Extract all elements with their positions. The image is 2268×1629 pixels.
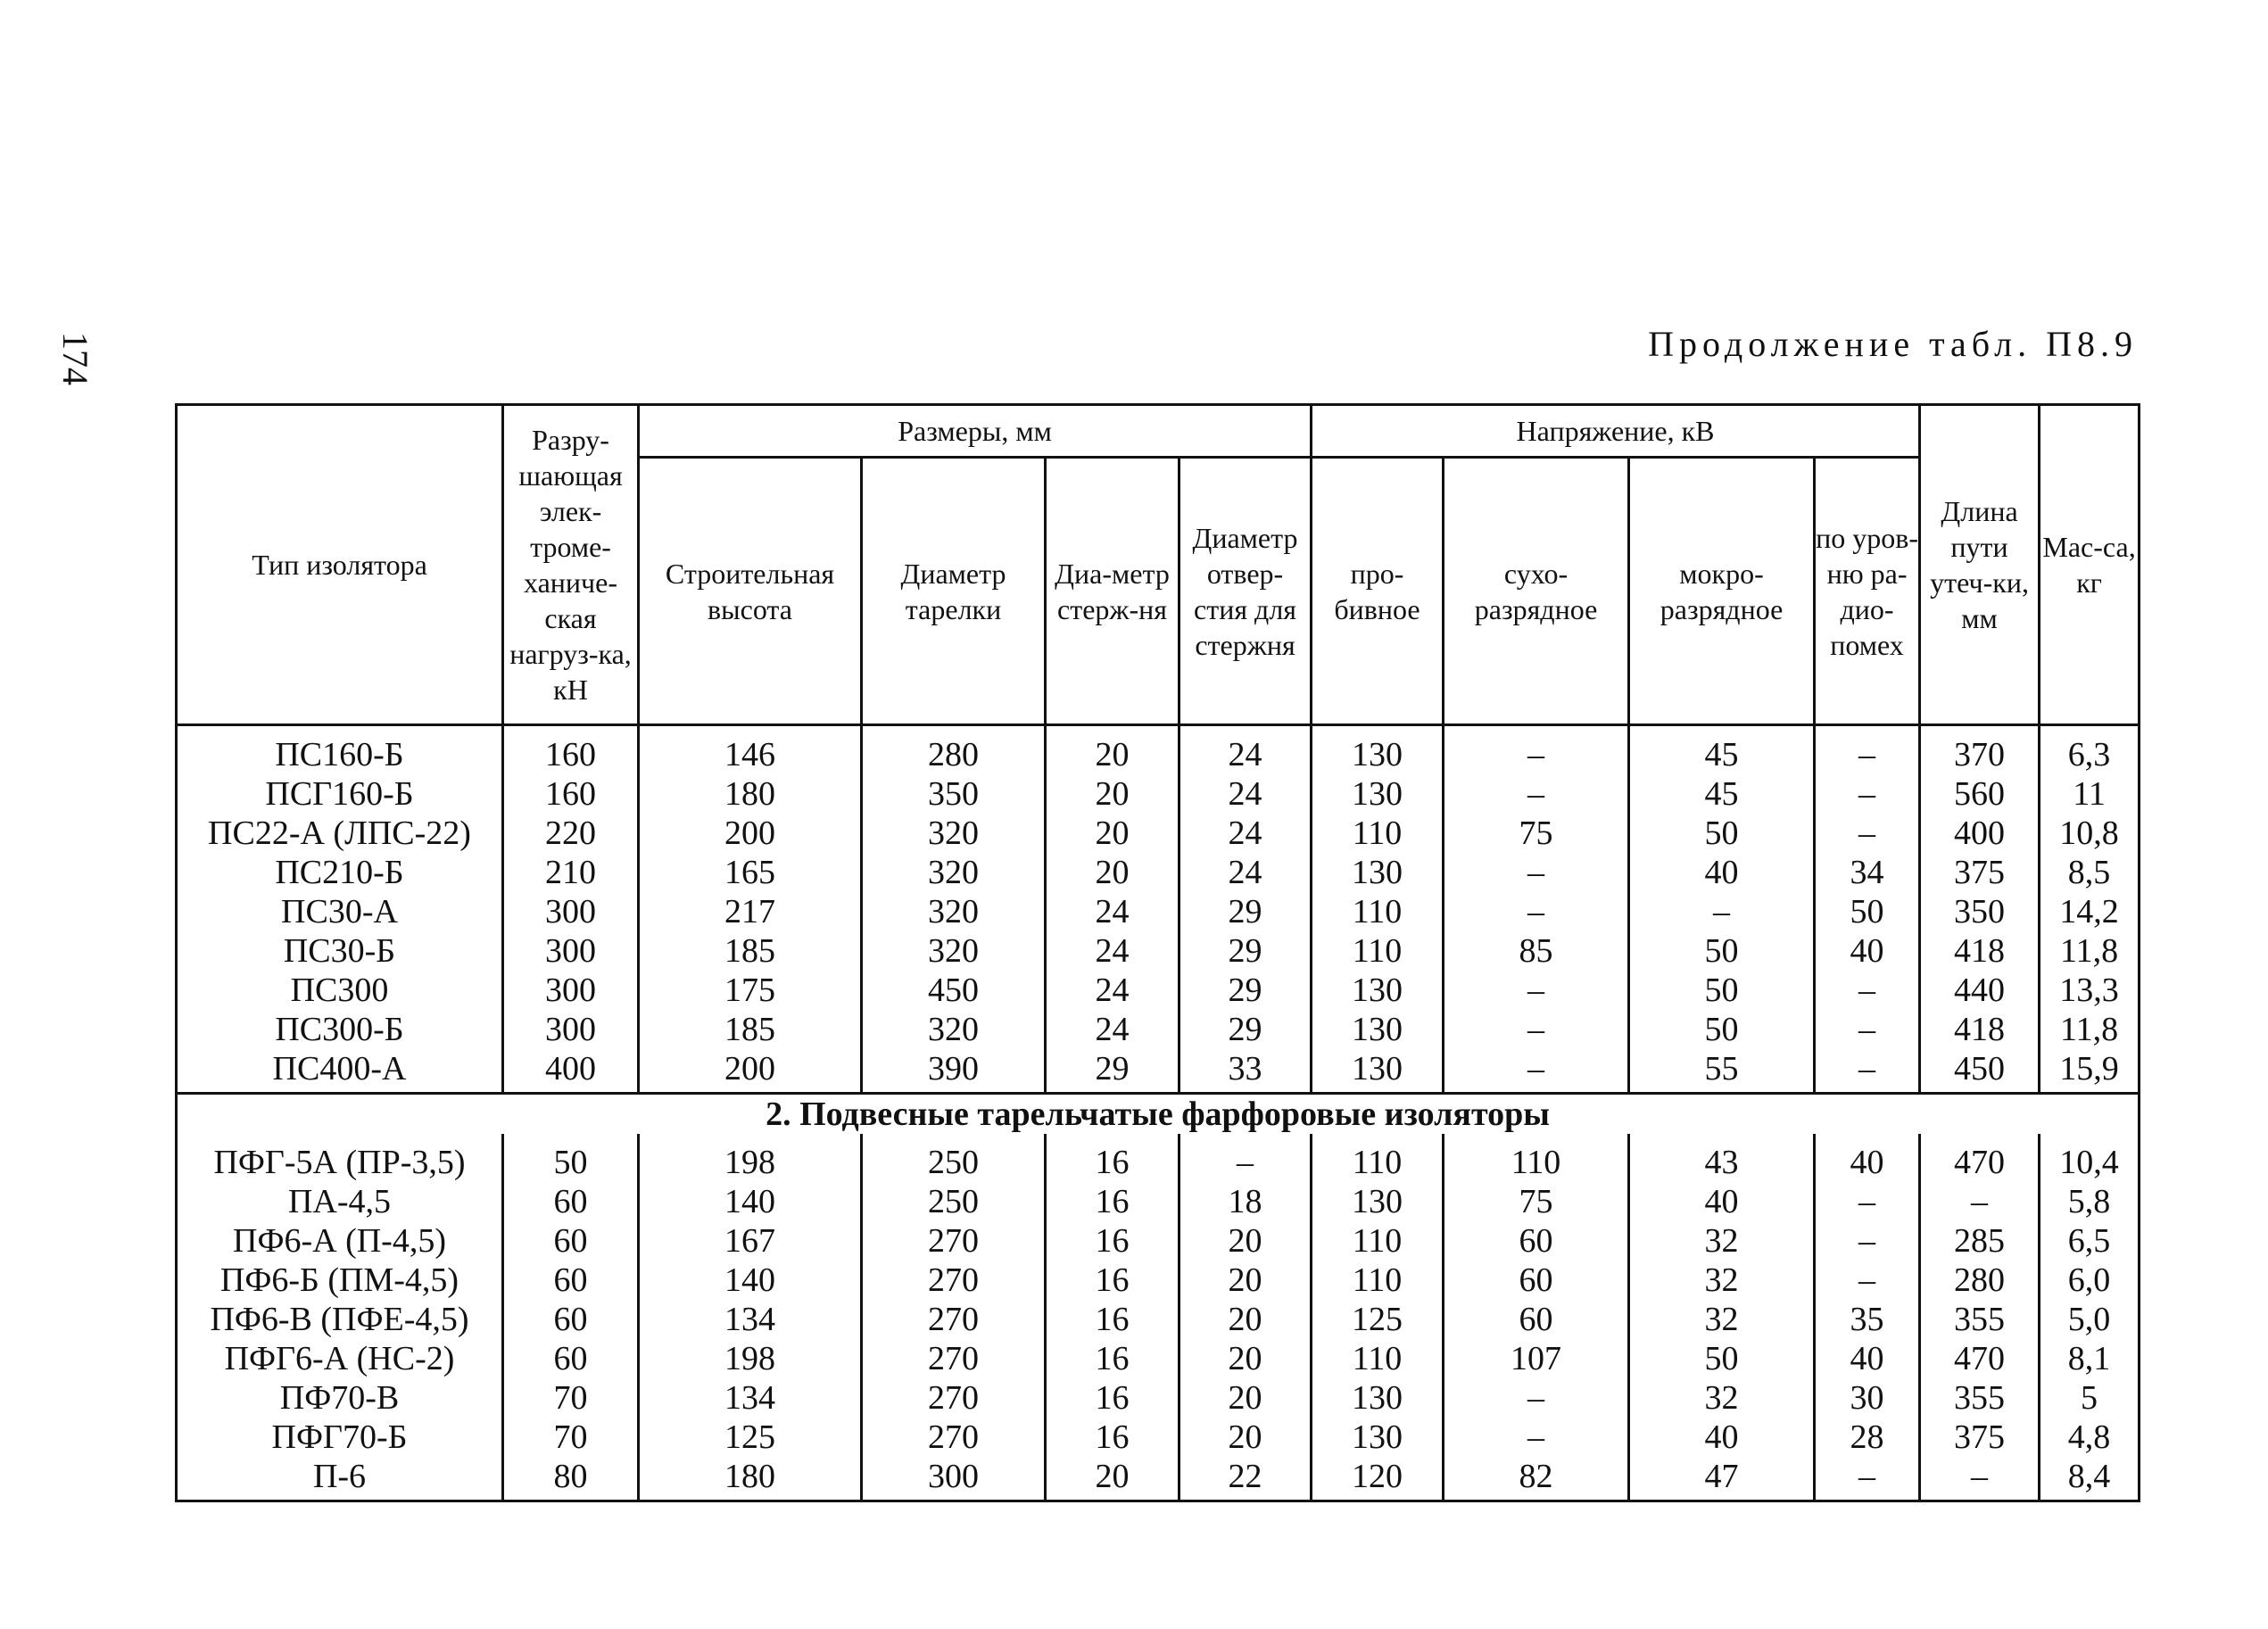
cell-height: 125	[639, 1418, 862, 1457]
cell-height: 167	[639, 1221, 862, 1261]
cell-mass: 8,1	[2040, 1339, 2140, 1378]
cell-height: 140	[639, 1182, 862, 1221]
cell-height: 200	[639, 814, 862, 853]
header-dimensions-group: Размеры, мм	[639, 405, 1312, 458]
table-row	[177, 853, 2140, 892]
cell-creepage: 280	[1920, 1261, 2040, 1300]
cell-wet: 50	[1629, 971, 1815, 1010]
cell-radio: –	[1815, 1457, 1920, 1501]
cell-creepage: 375	[1920, 1418, 2040, 1457]
cell-breakdown: 120	[1312, 1457, 1444, 1501]
cell-dry: –	[1444, 971, 1629, 1010]
table-row	[177, 1300, 2140, 1339]
cell-hole-diameter: 29	[1180, 971, 1312, 1010]
table-row	[177, 1261, 2140, 1300]
table-row	[177, 931, 2140, 971]
cell-dry: –	[1444, 1010, 1629, 1049]
table-row	[177, 1182, 2140, 1221]
header-type: Тип изолятора	[177, 405, 503, 725]
cell-rod-diameter: 16	[1046, 1339, 1180, 1378]
header-hole-diameter: Диаметр отвер-стия для стержня	[1180, 458, 1312, 725]
cell-mass: 6,0	[2040, 1261, 2140, 1300]
cell-type: ПС210-Б	[177, 853, 503, 892]
cell-wet: 45	[1629, 774, 1815, 814]
cell-rod-diameter: 24	[1046, 1010, 1180, 1049]
cell-load: 300	[503, 971, 639, 1010]
cell-hole-diameter: 29	[1180, 892, 1312, 931]
cell-creepage: 450	[1920, 1049, 2040, 1094]
cell-load: 300	[503, 892, 639, 931]
cell-load: 80	[503, 1457, 639, 1501]
cell-rod-diameter: 16	[1046, 1221, 1180, 1261]
cell-height: 180	[639, 1457, 862, 1501]
cell-mass: 11,8	[2040, 931, 2140, 971]
header-radio: по уров-ню ра-дио-помех	[1815, 458, 1920, 725]
cell-disk-diameter: 320	[862, 853, 1046, 892]
cell-height: 175	[639, 971, 862, 1010]
cell-dry: 75	[1444, 814, 1629, 853]
cell-load: 60	[503, 1261, 639, 1300]
cell-mass: 8,5	[2040, 853, 2140, 892]
cell-height: 185	[639, 1010, 862, 1049]
cell-type: ПФГ6-А (НС-2)	[177, 1339, 503, 1378]
cell-wet: 40	[1629, 1418, 1815, 1457]
cell-wet: 40	[1629, 853, 1815, 892]
cell-radio: –	[1815, 725, 1920, 775]
cell-breakdown: 130	[1312, 725, 1444, 775]
table-row	[177, 1339, 2140, 1378]
table-body-porcelain	[177, 1134, 2140, 1501]
table-row	[177, 725, 2140, 775]
cell-mass: 6,3	[2040, 725, 2140, 775]
cell-disk-diameter: 320	[862, 892, 1046, 931]
cell-disk-diameter: 350	[862, 774, 1046, 814]
table-row	[177, 814, 2140, 853]
cell-creepage: 440	[1920, 971, 2040, 1010]
cell-height: 217	[639, 892, 862, 931]
cell-breakdown: 110	[1312, 931, 1444, 971]
cell-load: 70	[503, 1378, 639, 1418]
cell-dry: 60	[1444, 1221, 1629, 1261]
cell-rod-diameter: 16	[1046, 1378, 1180, 1418]
cell-breakdown: 110	[1312, 1261, 1444, 1300]
cell-radio: 35	[1815, 1300, 1920, 1339]
cell-rod-diameter: 20	[1046, 725, 1180, 775]
cell-radio: –	[1815, 814, 1920, 853]
cell-height: 140	[639, 1261, 862, 1300]
cell-wet: 32	[1629, 1261, 1815, 1300]
cell-creepage: 355	[1920, 1300, 2040, 1339]
cell-breakdown: 110	[1312, 814, 1444, 853]
cell-mass: 5	[2040, 1378, 2140, 1418]
cell-load: 70	[503, 1418, 639, 1457]
cell-disk-diameter: 320	[862, 814, 1046, 853]
cell-mass: 11	[2040, 774, 2140, 814]
cell-radio: 40	[1815, 1339, 1920, 1378]
cell-wet: 43	[1629, 1134, 1815, 1182]
table-continuation-label: Продолжение табл. П8.9	[1648, 324, 2138, 364]
cell-dry: –	[1444, 1418, 1629, 1457]
cell-hole-diameter: 33	[1180, 1049, 1312, 1094]
cell-hole-diameter: 20	[1180, 1221, 1312, 1261]
cell-hole-diameter: 24	[1180, 814, 1312, 853]
cell-mass: 5,0	[2040, 1300, 2140, 1339]
cell-creepage: 355	[1920, 1378, 2040, 1418]
cell-hole-diameter: 24	[1180, 853, 1312, 892]
cell-height: 200	[639, 1049, 862, 1094]
cell-rod-diameter: 16	[1046, 1182, 1180, 1221]
cell-creepage: 370	[1920, 725, 2040, 775]
cell-type: ПС300-Б	[177, 1010, 503, 1049]
cell-disk-diameter: 270	[862, 1261, 1046, 1300]
cell-wet: 50	[1629, 814, 1815, 853]
cell-rod-diameter: 16	[1046, 1418, 1180, 1457]
cell-disk-diameter: 300	[862, 1457, 1046, 1501]
cell-wet: 50	[1629, 1339, 1815, 1378]
cell-radio: –	[1815, 1010, 1920, 1049]
cell-hole-diameter: 20	[1180, 1339, 1312, 1378]
cell-hole-diameter: 24	[1180, 725, 1312, 775]
cell-type: П-6	[177, 1457, 503, 1501]
cell-wet: 50	[1629, 1010, 1815, 1049]
cell-creepage: –	[1920, 1182, 2040, 1221]
cell-hole-diameter: 24	[1180, 774, 1312, 814]
cell-type: ПА-4,5	[177, 1182, 503, 1221]
cell-mass: 11,8	[2040, 1010, 2140, 1049]
cell-height: 185	[639, 931, 862, 971]
cell-radio: –	[1815, 774, 1920, 814]
cell-disk-diameter: 270	[862, 1221, 1046, 1261]
cell-type: ПФ6-В (ПФЕ-4,5)	[177, 1300, 503, 1339]
table-row	[177, 1010, 2140, 1049]
cell-disk-diameter: 390	[862, 1049, 1046, 1094]
cell-type: ПС400-А	[177, 1049, 503, 1094]
cell-breakdown: 110	[1312, 892, 1444, 931]
cell-creepage: 375	[1920, 853, 2040, 892]
cell-disk-diameter: 450	[862, 971, 1046, 1010]
cell-disk-diameter: 270	[862, 1418, 1046, 1457]
insulator-table	[175, 403, 2140, 1502]
cell-dry: 85	[1444, 931, 1629, 971]
cell-load: 50	[503, 1134, 639, 1182]
cell-height: 198	[639, 1339, 862, 1378]
cell-radio: –	[1815, 1182, 1920, 1221]
table-row	[177, 774, 2140, 814]
cell-height: 180	[639, 774, 862, 814]
cell-breakdown: 130	[1312, 1010, 1444, 1049]
table-row	[177, 1221, 2140, 1261]
cell-wet: 47	[1629, 1457, 1815, 1501]
cell-creepage: 285	[1920, 1221, 2040, 1261]
cell-disk-diameter: 320	[862, 1010, 1046, 1049]
cell-rod-diameter: 24	[1046, 892, 1180, 931]
cell-creepage: 560	[1920, 774, 2040, 814]
cell-wet: 50	[1629, 931, 1815, 971]
cell-radio: –	[1815, 971, 1920, 1010]
header-dry: сухо-разрядное	[1444, 458, 1629, 725]
cell-dry: –	[1444, 892, 1629, 931]
cell-dry: –	[1444, 1378, 1629, 1418]
cell-load: 60	[503, 1300, 639, 1339]
header-disk-diameter: Диаметр тарелки	[862, 458, 1046, 725]
cell-dry: –	[1444, 725, 1629, 775]
section-title: 2. Подвесные тарельчатые фарфоровые изоляторы	[177, 1094, 2140, 1135]
cell-mass: 10,8	[2040, 814, 2140, 853]
cell-creepage: –	[1920, 1457, 2040, 1501]
cell-wet: 32	[1629, 1221, 1815, 1261]
cell-rod-diameter: 20	[1046, 853, 1180, 892]
cell-load: 160	[503, 725, 639, 775]
cell-mass: 6,5	[2040, 1221, 2140, 1261]
cell-wet: –	[1629, 892, 1815, 931]
cell-height: 165	[639, 853, 862, 892]
cell-breakdown: 110	[1312, 1134, 1444, 1182]
table-body-glass	[177, 725, 2140, 1094]
cell-dry: 82	[1444, 1457, 1629, 1501]
cell-rod-diameter: 24	[1046, 931, 1180, 971]
cell-dry: –	[1444, 1049, 1629, 1094]
cell-dry: 107	[1444, 1339, 1629, 1378]
header-mass: Мас-са, кг	[2040, 405, 2140, 725]
cell-type: ПФГ70-Б	[177, 1418, 503, 1457]
cell-breakdown: 130	[1312, 774, 1444, 814]
cell-breakdown: 130	[1312, 853, 1444, 892]
cell-disk-diameter: 320	[862, 931, 1046, 971]
cell-dry: –	[1444, 853, 1629, 892]
cell-load: 220	[503, 814, 639, 853]
cell-creepage: 418	[1920, 1010, 2040, 1049]
cell-wet: 45	[1629, 725, 1815, 775]
cell-radio: –	[1815, 1221, 1920, 1261]
cell-disk-diameter: 270	[862, 1339, 1046, 1378]
table-row	[177, 971, 2140, 1010]
cell-hole-diameter: 29	[1180, 1010, 1312, 1049]
cell-breakdown: 130	[1312, 971, 1444, 1010]
cell-breakdown: 125	[1312, 1300, 1444, 1339]
table-row	[177, 1378, 2140, 1418]
cell-radio: 40	[1815, 1134, 1920, 1182]
table-row	[177, 892, 2140, 931]
cell-wet: 32	[1629, 1300, 1815, 1339]
cell-rod-diameter: 29	[1046, 1049, 1180, 1094]
cell-hole-diameter: 20	[1180, 1300, 1312, 1339]
cell-dry: –	[1444, 774, 1629, 814]
cell-hole-diameter: 18	[1180, 1182, 1312, 1221]
cell-type: ПС30-А	[177, 892, 503, 931]
cell-hole-diameter: 29	[1180, 931, 1312, 971]
cell-dry: 75	[1444, 1182, 1629, 1221]
cell-height: 134	[639, 1378, 862, 1418]
cell-breakdown: 110	[1312, 1339, 1444, 1378]
cell-height: 146	[639, 725, 862, 775]
cell-creepage: 470	[1920, 1339, 2040, 1378]
cell-dry: 60	[1444, 1261, 1629, 1300]
cell-radio: –	[1815, 1049, 1920, 1094]
cell-rod-diameter: 16	[1046, 1134, 1180, 1182]
cell-type: ПС30-Б	[177, 931, 503, 971]
cell-type: ПФ6-Б (ПМ-4,5)	[177, 1261, 503, 1300]
header-creepage: Длина пути утеч-ки, мм	[1920, 405, 2040, 725]
cell-disk-diameter: 270	[862, 1378, 1046, 1418]
cell-mass: 13,3	[2040, 971, 2140, 1010]
cell-radio: 40	[1815, 931, 1920, 971]
cell-rod-diameter: 24	[1046, 971, 1180, 1010]
header-load: Разру-шающая элек-троме-ханиче-ская нагруз-ка, кН	[503, 405, 639, 725]
cell-load: 160	[503, 774, 639, 814]
cell-breakdown: 130	[1312, 1049, 1444, 1094]
cell-mass: 14,2	[2040, 892, 2140, 931]
cell-wet: 40	[1629, 1182, 1815, 1221]
cell-disk-diameter: 250	[862, 1182, 1046, 1221]
cell-type: ПСГ160-Б	[177, 774, 503, 814]
cell-dry: 60	[1444, 1300, 1629, 1339]
cell-rod-diameter: 20	[1046, 814, 1180, 853]
cell-breakdown: 130	[1312, 1418, 1444, 1457]
cell-hole-diameter: 20	[1180, 1378, 1312, 1418]
cell-type: ПС160-Б	[177, 725, 503, 775]
table-row	[177, 1418, 2140, 1457]
cell-load: 300	[503, 931, 639, 971]
cell-rod-diameter: 16	[1046, 1261, 1180, 1300]
cell-hole-diameter: 20	[1180, 1418, 1312, 1457]
table-header	[177, 405, 2140, 725]
cell-dry: 110	[1444, 1134, 1629, 1182]
cell-height: 134	[639, 1300, 862, 1339]
cell-type: ПФ70-В	[177, 1378, 503, 1418]
header-wet: мокро-разрядное	[1629, 458, 1815, 725]
cell-load: 400	[503, 1049, 639, 1094]
cell-type: ПС22-А (ЛПС-22)	[177, 814, 503, 853]
cell-breakdown: 130	[1312, 1182, 1444, 1221]
section-header	[177, 1094, 2140, 1135]
cell-radio: –	[1815, 1261, 1920, 1300]
cell-rod-diameter: 20	[1046, 774, 1180, 814]
table-row	[177, 1457, 2140, 1501]
cell-hole-diameter: 20	[1180, 1261, 1312, 1300]
cell-rod-diameter: 16	[1046, 1300, 1180, 1339]
cell-height: 198	[639, 1134, 862, 1182]
cell-load: 210	[503, 853, 639, 892]
cell-load: 60	[503, 1182, 639, 1221]
header-height: Строительная высота	[639, 458, 862, 725]
cell-mass: 4,8	[2040, 1418, 2140, 1457]
cell-radio: 34	[1815, 853, 1920, 892]
cell-rod-diameter: 20	[1046, 1457, 1180, 1501]
cell-breakdown: 130	[1312, 1378, 1444, 1418]
cell-load: 300	[503, 1010, 639, 1049]
cell-wet: 32	[1629, 1378, 1815, 1418]
cell-mass: 15,9	[2040, 1049, 2140, 1094]
cell-creepage: 400	[1920, 814, 2040, 853]
header-voltage-group: Напряжение, кВ	[1312, 405, 1920, 458]
cell-disk-diameter: 280	[862, 725, 1046, 775]
cell-creepage: 350	[1920, 892, 2040, 931]
cell-type: ПФГ-5А (ПР-3,5)	[177, 1134, 503, 1182]
cell-mass: 10,4	[2040, 1134, 2140, 1182]
cell-breakdown: 110	[1312, 1221, 1444, 1261]
cell-hole-diameter: –	[1180, 1134, 1312, 1182]
cell-creepage: 418	[1920, 931, 2040, 971]
cell-mass: 5,8	[2040, 1182, 2140, 1221]
cell-mass: 8,4	[2040, 1457, 2140, 1501]
cell-load: 60	[503, 1221, 639, 1261]
cell-load: 60	[503, 1339, 639, 1378]
cell-wet: 55	[1629, 1049, 1815, 1094]
cell-disk-diameter: 270	[862, 1300, 1046, 1339]
cell-type: ПС300	[177, 971, 503, 1010]
page-number: 174	[55, 332, 95, 385]
cell-type: ПФ6-А (П-4,5)	[177, 1221, 503, 1261]
table-row	[177, 1049, 2140, 1094]
cell-disk-diameter: 250	[862, 1134, 1046, 1182]
cell-radio: 50	[1815, 892, 1920, 931]
cell-hole-diameter: 22	[1180, 1457, 1312, 1501]
cell-creepage: 470	[1920, 1134, 2040, 1182]
cell-radio: 28	[1815, 1418, 1920, 1457]
table-row	[177, 1134, 2140, 1182]
header-breakdown: про-бивное	[1312, 458, 1444, 725]
header-rod-diameter: Диа-метр стерж-ня	[1046, 458, 1180, 725]
cell-radio: 30	[1815, 1378, 1920, 1418]
